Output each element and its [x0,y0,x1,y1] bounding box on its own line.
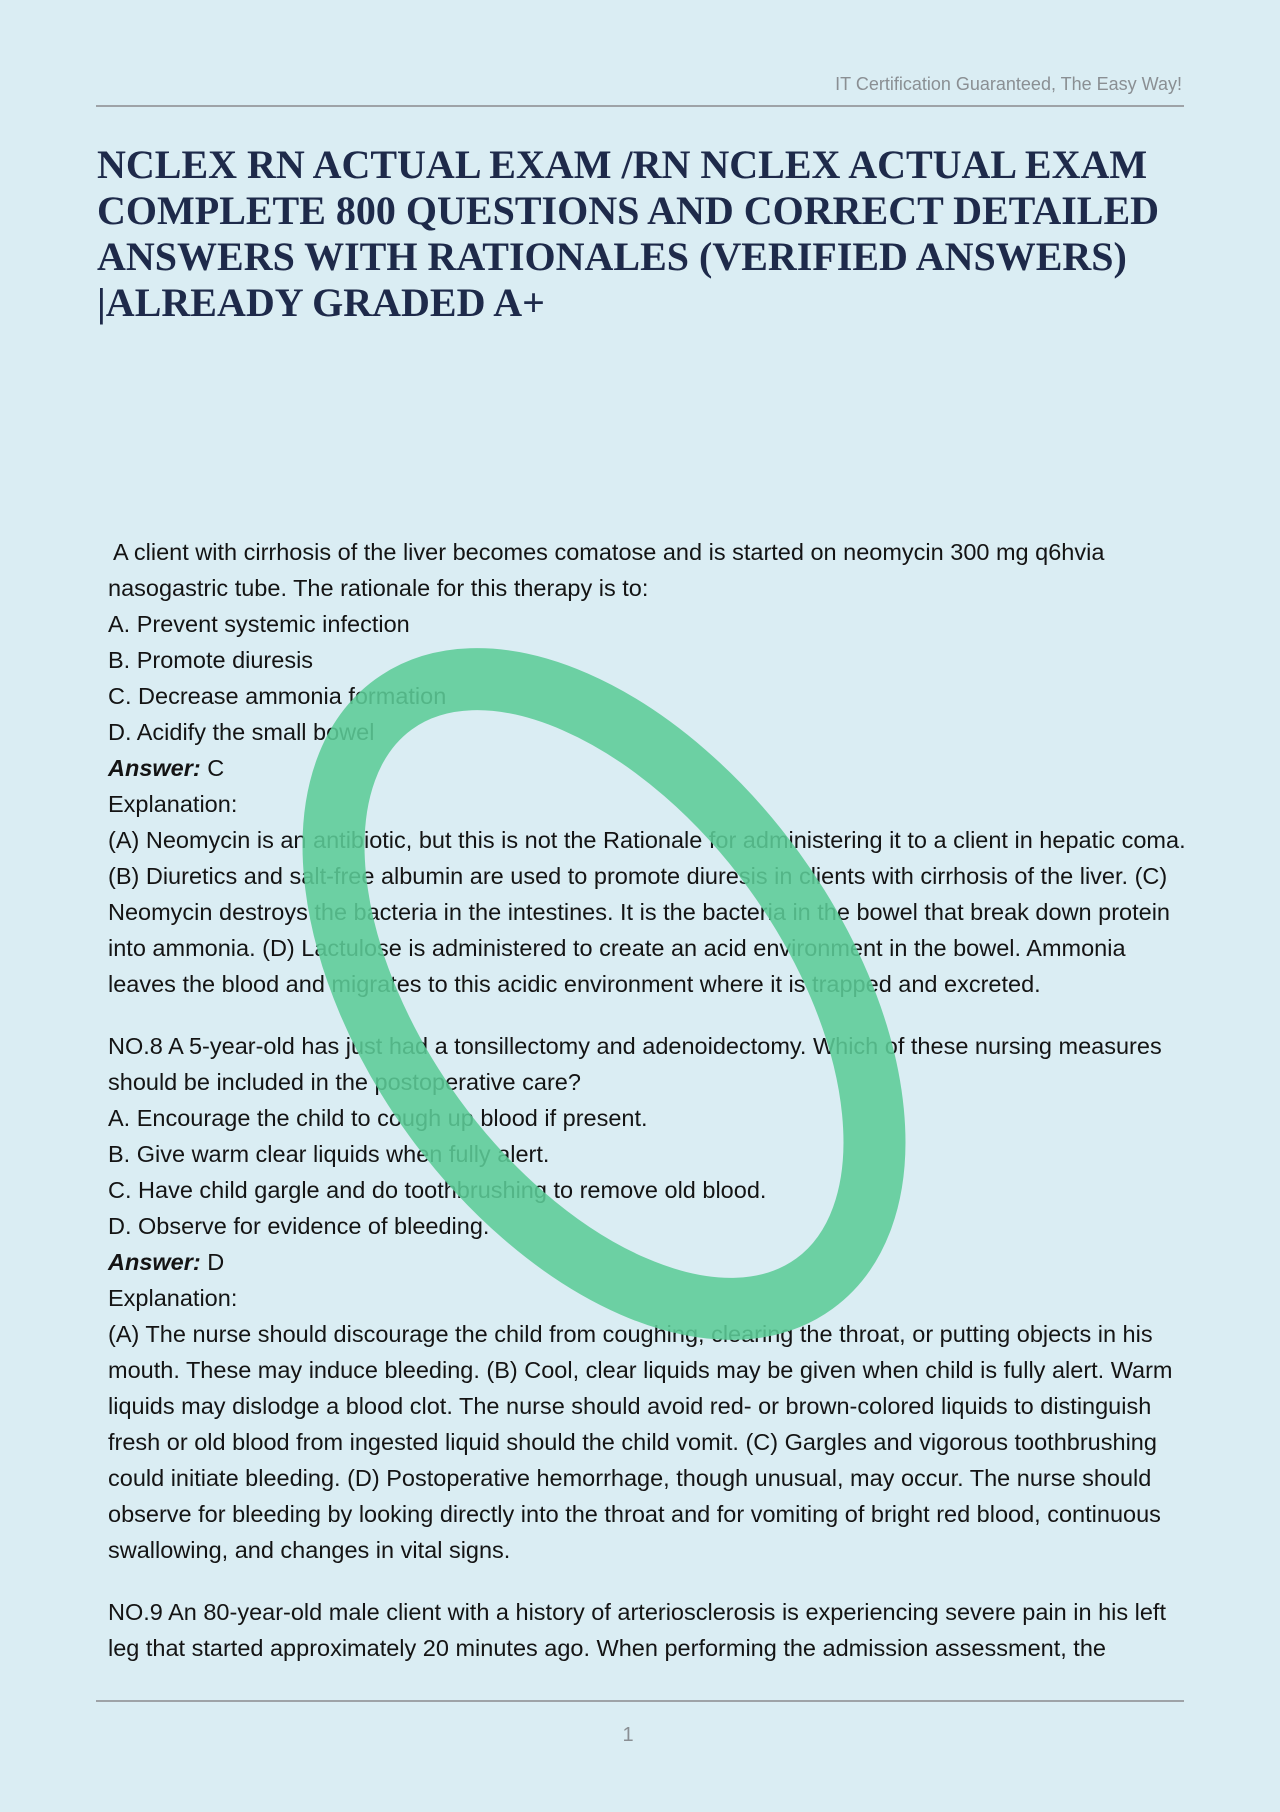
answer-option: C. Decrease ammonia formation [108,683,447,709]
answer-option: D. Acidify the small bowel [108,719,375,745]
answer-label: Answer: [108,755,201,781]
page-number: 1 [622,1724,634,1746]
footer-area [0,1702,1280,1812]
answer-value: C [207,755,225,781]
header-tagline: IT Certification Guaranteed, The Easy Way! [835,74,1182,94]
answer-option: D. Observe for evidence of bleeding. [108,1213,490,1239]
question-block [108,534,1188,1002]
question-stem: A client with cirrhosis of the liver becomes comatose and is started on neomycin 300 mg q6hvia nasogastric tube. The rationale for this therapy is to: [108,539,1105,601]
explanation-label: Explanation: [108,791,238,817]
answer-label: Answer: [108,1249,201,1275]
answer-option: B. Give warm clear liquids when fully alert. [108,1141,550,1167]
question-block [108,1594,1188,1666]
answer-option: B. Promote diuresis [108,647,314,673]
explanation-label: Explanation: [108,1285,238,1311]
question-stem: NO.9 An 80-year-old male client with a history of arteriosclerosis is experiencing severe pain in his left leg that started approximately 20 minutes ago. When performing the admission assessment, the [108,1599,1166,1661]
question-block [108,1028,1188,1568]
explanation-text: (A) Neomycin is an antibiotic, but this is not the Rationale for administering it to a client in hepatic coma. (B) Diuretics and salt-free albumin are used to promote diuresis in clients with cirrhosis of the liver. (C) Neomycin destroys the bacteria in the intestines. It is the bacteria in the bowel that break down protein into ammonia. (D) Lactulose is administered to create an acid environment in the bowel. Ammonia leaves the blood and migrates to this acidic environment where it is trapped and excreted. [108,827,1186,997]
answer-line [108,1244,1188,1280]
answer-option: A. Prevent systemic infection [108,611,410,637]
answer-value: D [207,1249,225,1275]
question-stem: NO.8 A 5-year-old has just had a tonsillectomy and adenoidectomy. Which of these nursing measures should be included in the postoperative care? [108,1033,1162,1095]
document-body [108,534,1188,1692]
answer-option: A. Encourage the child to cough up blood if present. [108,1105,648,1131]
footer-divider [96,1700,1184,1702]
answer-option: C. Have child gargle and do toothbrushing to remove old blood. [108,1177,767,1203]
header-divider [96,105,1184,107]
explanation-text: (A) The nurse should discourage the child from coughing, clearing the throat, or putting objects in his mouth. These may induce bleeding. (B) Cool, clear liquids may be given when child is fully alert. Warm liquids may dislodge a blood clot. The nurse should avoid red- or brown-colored liquids to distinguish fresh or old blood from ingested liquid should the child vomit. (C) Gargles and vigorous toothbrushing could initiate bleeding. (D) Postoperative hemorrhage, though unusual, may occur. The nurse should observe for bleeding by looking directly into the throat and for vomiting of bright red blood, continuous swallowing, and changes in vital signs. [108,1321,1173,1563]
document-title: NCLEX RN ACTUAL EXAM /RN NCLEX ACTUAL EXAM COMPLETE 800 QUESTIONS AND CORRECT DETAILED ANSWERS WITH RATIONALES (VERIFIED ANSWERS) |ALREADY GRADED A+ [97,142,1160,325]
answer-line [108,750,1188,786]
